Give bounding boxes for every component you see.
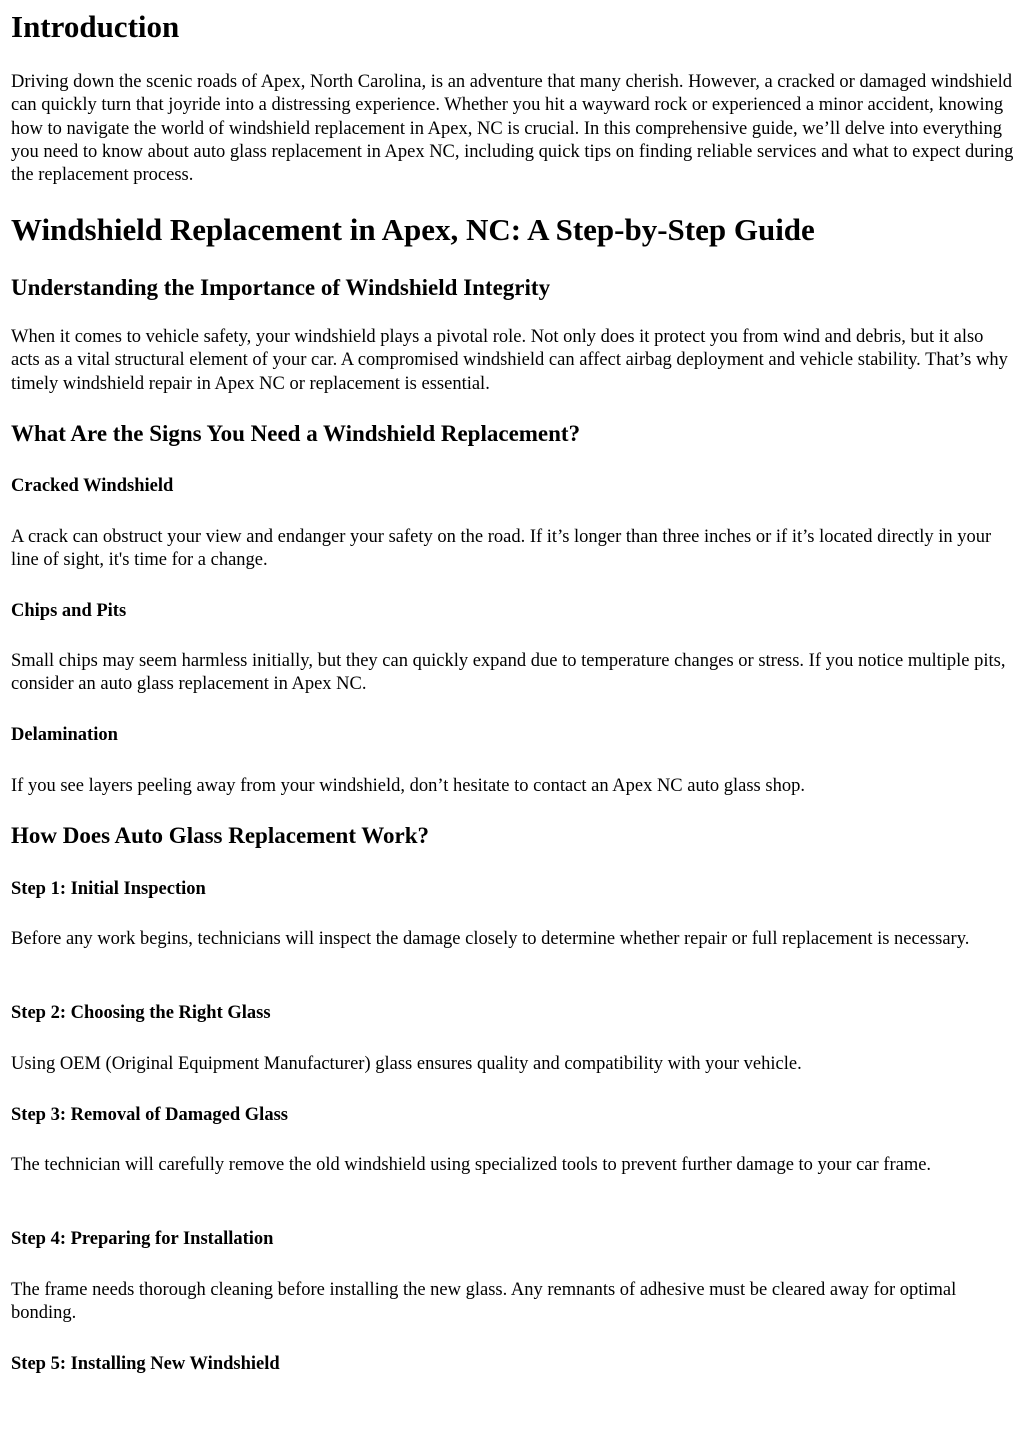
sign-text-delamination: If you see layers peeling away from your windshield, don’t hesitate to contact an Apex NC auto glass shop. — [11, 776, 805, 796]
step-title-4: Step 4: Preparing for Installation — [11, 1229, 274, 1249]
step-text-3: The technician will carefully remove the old windshield using specialized tools to prevent further damage to your car frame. — [11, 1155, 932, 1175]
sign-text-cracked: A crack can obstruct your view and endanger your safety on the road. If it’s longer than three inches or if it’s located directly in your line of sight, it's time for a change. — [11, 527, 992, 571]
step-title-2: Step 2: Choosing the Right Glass — [11, 1003, 271, 1023]
sign-title-chips: Chips and Pits — [11, 601, 127, 621]
step-text-1: Before any work begins, technicians will inspect the damage closely to determine whether repair or full replacement is necessary. — [11, 929, 970, 949]
process-heading: How Does Auto Glass Replacement Work? — [11, 823, 430, 848]
sign-text-chips: Small chips may seem harmless initially, but they can quickly expand due to temperature changes or stress. If you notice multiple pits, consider an auto glass replacement in Apex NC. — [11, 651, 1006, 695]
sign-title-cracked: Cracked Windshield — [11, 476, 174, 496]
step-text-4: The frame needs thorough cleaning before installing the new glass. Any remnants of adhesive must be cleared away for optimal bonding. — [11, 1280, 957, 1324]
importance-heading: Understanding the Importance of Windshield Integrity — [11, 275, 551, 300]
intro-heading: Introduction — [11, 9, 180, 44]
step-title-1: Step 1: Initial Inspection — [11, 879, 206, 899]
intro-paragraph: Driving down the scenic roads of Apex, North Carolina, is an adventure that many cherish. However, a cracked or damaged windshield can quickly turn that joyride into a distressing experience. Whether you hit a wayward rock or experienced a minor accident, knowing how to navigate the world of windshield replacement in Apex, NC is crucial. In this comprehensive guide, we’ll delve into everything you need to know about auto glass replacement in Apex NC, including quick tips on finding reliable services and what to expect during the replacement process. — [11, 72, 1014, 186]
guide-heading: Windshield Replacement in Apex, NC: A Step-by-Step Guide — [11, 212, 815, 247]
sign-title-delamination: Delamination — [11, 725, 118, 745]
importance-paragraph: When it comes to vehicle safety, your windshield plays a pivotal role. Not only does it protect you from wind and debris, but it also acts as a vital structural element of your car. A compromised windshield can affect airbag deployment and vehicle stability. That’s why timely windshield repair in Apex NC or replacement is essential. — [11, 327, 1008, 394]
step-title-5: Step 5: Installing New Windshield — [11, 1354, 280, 1374]
step-text-2: Using OEM (Original Equipment Manufacturer) glass ensures quality and compatibility with your vehicle. — [11, 1054, 802, 1074]
signs-heading: What Are the Signs You Need a Windshield Replacement? — [11, 421, 581, 446]
step-title-3: Step 3: Removal of Damaged Glass — [11, 1105, 288, 1125]
